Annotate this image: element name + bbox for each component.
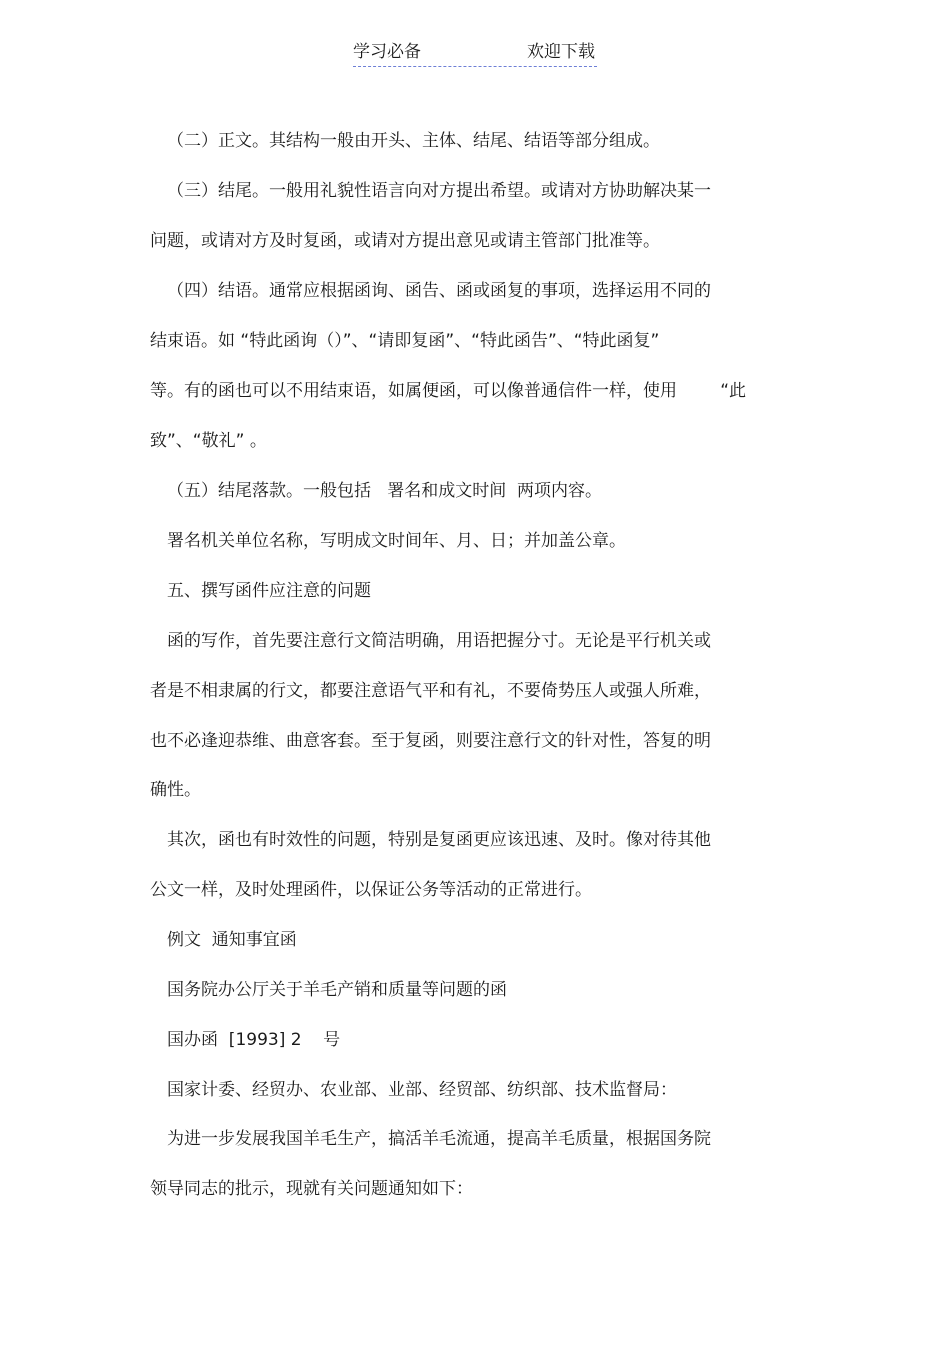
- paragraph-line: 确性。: [150, 780, 201, 800]
- letter-title: 国务院办公厅关于羊毛产销和质量等问题的函: [167, 980, 507, 1000]
- paragraph-line: 致”、“敬礼” 。: [150, 431, 267, 451]
- paragraph-line: （二）正文。其结构一般由开头、主体、结尾、结语等部分组成。: [167, 131, 660, 151]
- paragraph-line: 也不必逢迎恭维、曲意客套。至于复函，则要注意行文的针对性，答复的明: [150, 731, 711, 751]
- paragraph-line: 署名机关单位名称，写明成文时间年、月、日；并加盖公章。: [167, 531, 626, 551]
- paragraph-line: 者是不相隶属的行文，都要注意语气平和有礼，不要倚势压人或强人所难，: [150, 681, 711, 701]
- paragraph-line: 其次，函也有时效性的问题，特别是复函更应该迅速、及时。像对待其他: [167, 830, 711, 850]
- page-header: [353, 40, 597, 67]
- paragraph-line: （四）结语。通常应根据函询、函告、函或函复的事项，选择运用不同的: [167, 281, 711, 301]
- paragraph-line: 函的写作，首先要注意行文简洁明确，用语把握分寸。无论是平行机关或: [167, 631, 711, 651]
- paragraph-line: 结束语。如 “特此函询（）”、“请即复函”、“特此函告”、“特此函复”: [150, 331, 660, 351]
- paragraph-line: 领导同志的批示，现就有关问题通知如下：: [150, 1179, 473, 1199]
- paragraph-line: 公文一样，及时处理函件，以保证公务等活动的正常进行。: [150, 880, 592, 900]
- paragraph-line: （五）结尾落款。一般包括 署名和成文时间 两项内容。: [167, 481, 603, 501]
- paragraph-line: （三）结尾。一般用礼貌性语言向对方提出希望。或请对方协助解决某一: [167, 181, 711, 201]
- recipients-line: 国家计委、经贸办、农业部、业部、经贸部、纺织部、技术监督局：: [167, 1080, 677, 1100]
- paragraph-line: 问题，或请对方及时复函，或请对方提出意见或请主管部门批准等。: [150, 231, 660, 251]
- document-number: 国办函 [1993] 2 号: [167, 1030, 341, 1050]
- header-right-text: 欢迎下载: [527, 42, 595, 62]
- paragraph-line: 为进一步发展我国羊毛生产，搞活羊毛流通，提高羊毛质量，根据国务院: [167, 1129, 711, 1149]
- header-left-text: 学习必备: [353, 42, 421, 62]
- paragraph-line: 等。有的函也可以不用结束语，如属便函，可以像普通信件一样，使用 “此: [150, 381, 747, 401]
- example-label: 例文 通知事宜函: [167, 930, 297, 950]
- section-heading: 五、撰写函件应注意的问题: [167, 581, 371, 601]
